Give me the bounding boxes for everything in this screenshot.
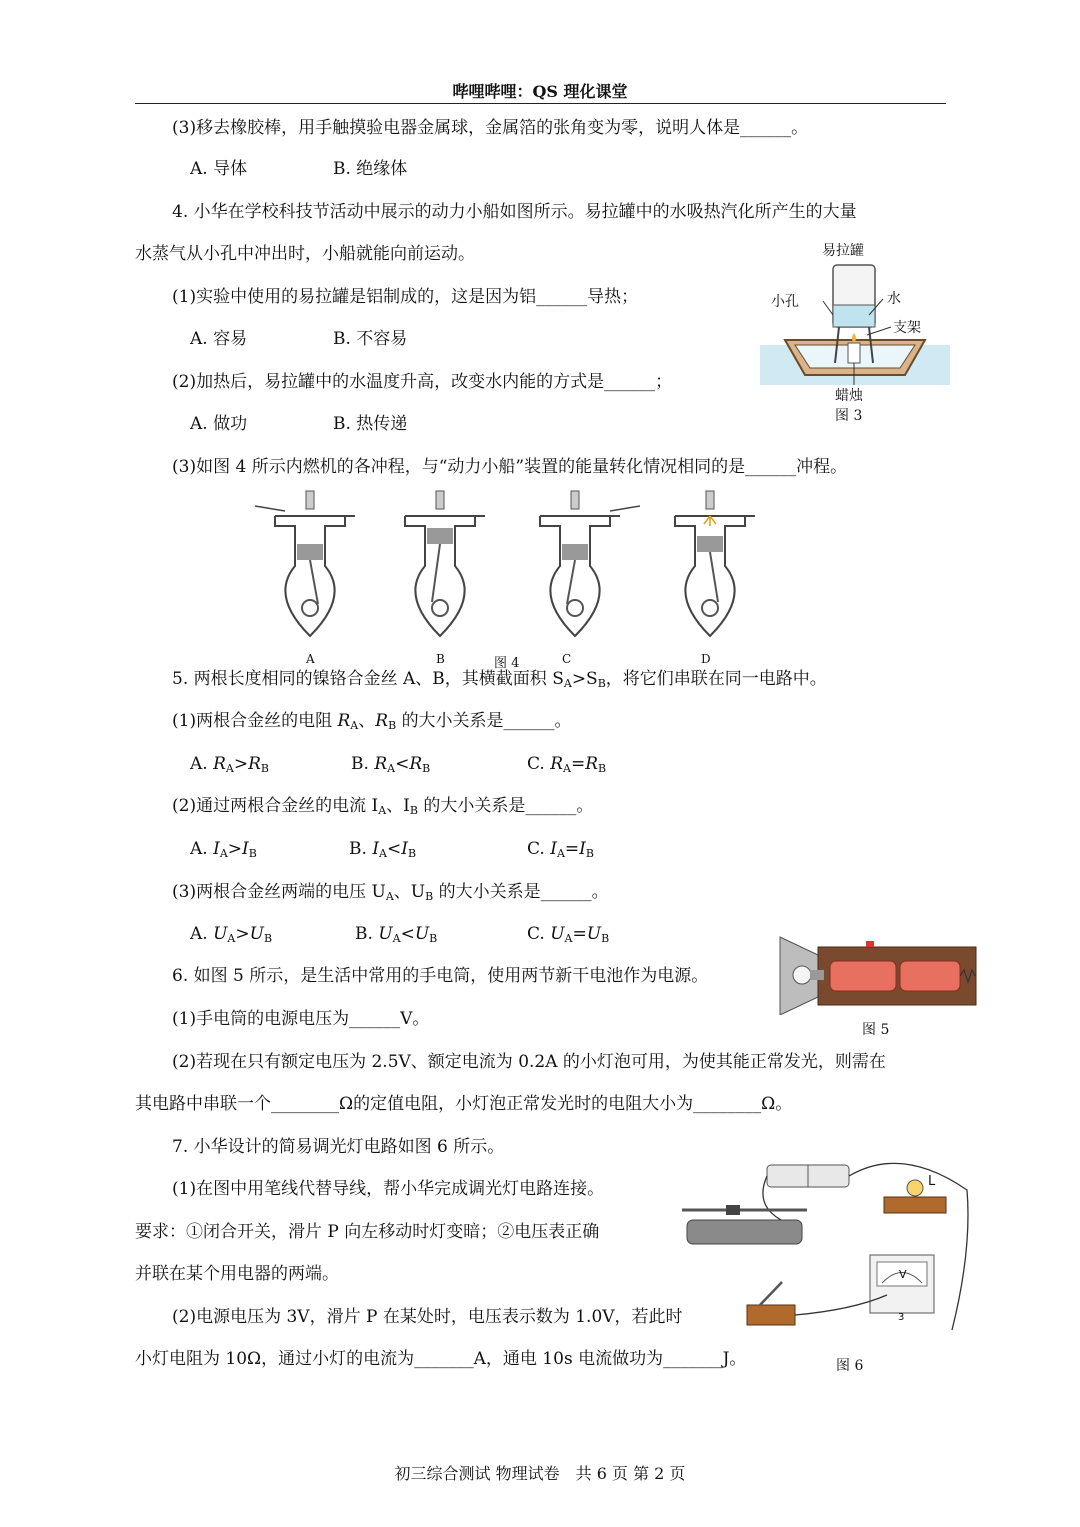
fig5-caption: 图 5: [862, 1022, 890, 1038]
q5-sub1-option-c: C. $R_A=R_B$: [527, 754, 607, 775]
fig4-label-c: C: [562, 652, 572, 666]
q4-stem-line1: 4. 小华在学校科技节活动中展示的动力小船如图所示。易拉罐中的水吸热汽化所产生的大量: [172, 202, 857, 222]
q5-stem: 5. 两根长度相同的镍铬合金丝 A、B，其横截面积 $S_A>S_B$，将它们串联在同一电路中。: [172, 669, 827, 690]
figure-4-engine-strokes: [250, 486, 770, 671]
q4-stem-line2: 水蒸气从小孔中冲出时，小船就能向前运动。: [135, 244, 475, 264]
q7-requirement-line2: 并联在某个用电器的两端。: [135, 1264, 339, 1284]
fig3-label-can: 易拉罐: [822, 243, 864, 259]
page-footer: 初三综合测试 物理试卷 共 6 页 第 2 页: [394, 1464, 686, 1483]
fig3-label-stand: 支架: [893, 320, 921, 336]
q4-sub1-option-a: A. 容易: [190, 329, 248, 349]
fig3-label-candle: 蜡烛: [835, 388, 863, 404]
q6-stem: 6. 如图 5 所示，是生活中常用的手电筒，使用两节新干电池作为电源。: [172, 966, 709, 986]
q5-sub2-option-c: C. $I_A=I_B$: [527, 839, 594, 860]
q3-option-a: A. 导体: [190, 159, 248, 179]
engine-d: [675, 491, 755, 636]
q3-option-b: B. 绝缘体: [333, 159, 408, 179]
fig4-caption: 图 4: [494, 656, 520, 671]
q5-sub3-option-c: C. $U_A=U_B$: [527, 924, 610, 945]
q7-sub2-line1: (2)电源电压为 3V，滑片 P 在某处时，电压表示数为 1.0V，若此时: [172, 1307, 683, 1327]
q5-sub3-option-a: A. $U_A>U_B$: [190, 924, 273, 945]
q5-sub2-text: (2)通过两根合金丝的电流 $I_A$、$I_B$ 的大小关系是______。: [172, 796, 594, 817]
engine-b: [405, 491, 485, 636]
q7-requirement-line1: 要求：①闭合开关，滑片 P 向左移动时灯变暗；②电压表正确: [135, 1222, 600, 1242]
figure-6-dimmer-circuit: [672, 1150, 982, 1375]
figure-5-flashlight: [778, 935, 978, 1040]
fig4-label-d: D: [701, 652, 711, 666]
q5-sub3-text: (3)两根合金丝两端的电压 $U_A$、$U_B$ 的大小关系是______。: [172, 882, 609, 903]
q4-sub3-text: (3)如图 4 所示内燃机的各冲程，与“动力小船”装置的能量转化情况相同的是______冲程。: [172, 457, 848, 477]
flashlight-diagram: [778, 935, 978, 1015]
q5-sub2-option-b: B. $I_A<I_B$: [349, 839, 417, 860]
q7-sub2-line2: 小灯电阻为 10Ω，通过小灯的电流为_______A，通电 10s 电流做功为_______J。: [135, 1349, 747, 1369]
q5-sub1-option-a: A. $R_A>R_B$: [190, 754, 270, 775]
q6-sub2-line1: (2)若现在只有额定电压为 2.5V、额定电流为 0.2A 的小灯泡可用，为使其能正常发光，则需在: [172, 1052, 886, 1072]
fig3-label-hole: 小孔: [771, 294, 799, 310]
fig6-label-voltmeter: V: [899, 1268, 907, 1281]
fig6-label-lamp: L: [928, 1174, 936, 1189]
q4-sub1-option-b: B. 不容易: [333, 329, 408, 349]
q5-sub1-text: (1)两根合金丝的电阻 $R_A$、$R_B$ 的大小关系是______。: [172, 711, 572, 732]
q4-sub2-option-a: A. 做功: [190, 414, 248, 434]
q5-sub2-option-a: A. $I_A>I_B$: [190, 839, 257, 860]
fig4-label-a: A: [306, 652, 315, 666]
engine-strokes-diagram: [250, 486, 770, 646]
fig6-label-scale: 3: [898, 1312, 905, 1323]
figure-3-boat: [755, 235, 955, 425]
fig3-caption: 图 3: [835, 408, 863, 424]
q6-sub1-text: (1)手电筒的电源电压为______V。: [172, 1009, 430, 1029]
q3-sub3-text: (3)移去橡胶棒，用手触摸验电器金属球，金属箔的张角变为零，说明人体是______。: [172, 118, 809, 138]
page-header: 哔哩哔哩：QS 理化课堂: [452, 82, 628, 101]
circuit-diagram: [672, 1150, 982, 1350]
q5-sub3-option-b: B. $U_A<U_B$: [355, 924, 438, 945]
q7-sub1-text: (1)在图中用笔线代替导线，帮小华完成调光灯电路连接。: [172, 1179, 605, 1199]
q5-sub1-option-b: B. $R_A<R_B$: [351, 754, 431, 775]
engine-c: [540, 491, 640, 636]
q4-sub2-option-b: B. 热传递: [333, 414, 408, 434]
engine-a: [255, 491, 355, 636]
fig6-caption: 图 6: [836, 1358, 864, 1374]
header-divider: [135, 103, 946, 104]
q6-sub2-line2: 其电路中串联一个________Ω的定值电阻，小灯泡正常发光时的电阻大小为________Ω。: [135, 1094, 793, 1114]
fig4-label-b: B: [436, 652, 445, 666]
q4-sub2-text: (2)加热后，易拉罐中的水温度升高，改变水内能的方式是______；: [172, 372, 673, 392]
q7-stem: 7. 小华设计的简易调光灯电路如图 6 所示。: [172, 1137, 505, 1157]
fig3-label-water: 水: [887, 291, 901, 307]
q4-sub1-text: (1)实验中使用的易拉罐是铝制成的，这是因为铝______导热；: [172, 287, 639, 307]
